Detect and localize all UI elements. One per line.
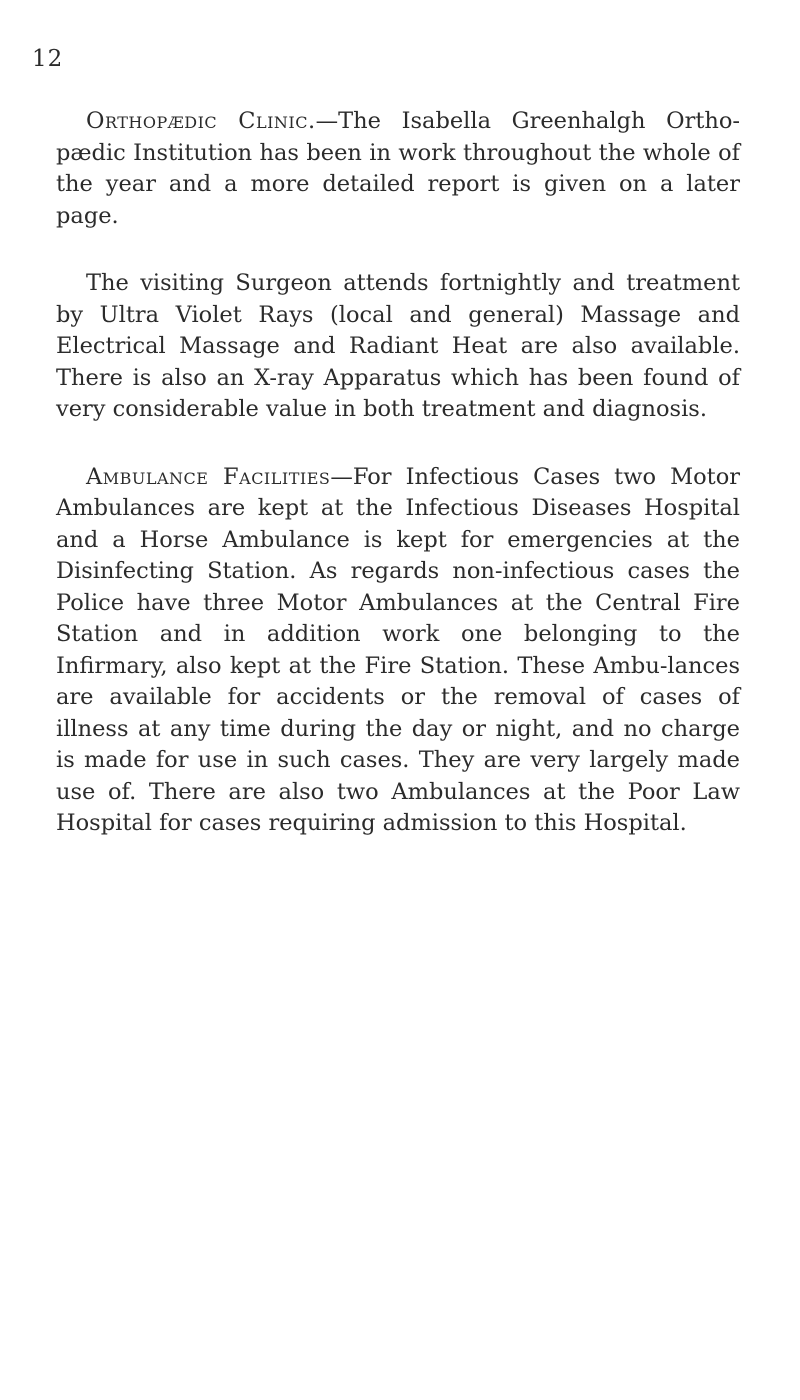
paragraph-visiting-surgeon	[56, 268, 740, 426]
text-column	[56, 106, 740, 840]
paragraph-body: The visiting Surgeon attends fortnightly and treatment by Ultra Violet Rays (local and general) Massage and Electrical Massage and Radiant Heat are also available. There is also an X-ray Apparatus which has been found of very considerable value in both treatment and diagnosis.	[56, 270, 740, 422]
paragraph-body: —The Isabella Greenhalgh Ortho-pædic Institution has been in work throughout the whole of the year and a more detailed report is given on a later page.	[56, 108, 741, 229]
paragraph-ambulance-facilities	[56, 462, 740, 840]
paragraph-body: —For Infectious Cases two Motor Ambulances are kept at the Infectious Diseases Hospital and a Horse Ambulance is kept for emergencies at the Disinfecting Station. As regards non-infectious cases the Police have three Motor Ambulances at the Central Fire Station and in addition work one belonging to the Infirmary, also kept at the Fire Station. These Ambu-lances are available for accidents or the removal of cases of illness at any time during the day or night, and no charge is made for use in such cases. They are very largely made use of. There are also two Ambulances at the Poor Law Hospital for cases requiring admission to this Hospital.	[56, 463, 740, 836]
paragraph-heading: Ambulance Facilities	[86, 463, 331, 490]
paragraph-heading: Orthopædic Clinic.	[86, 108, 316, 134]
paragraph-orthopaedic-clinic	[56, 106, 740, 232]
page-number: 12	[32, 46, 64, 72]
